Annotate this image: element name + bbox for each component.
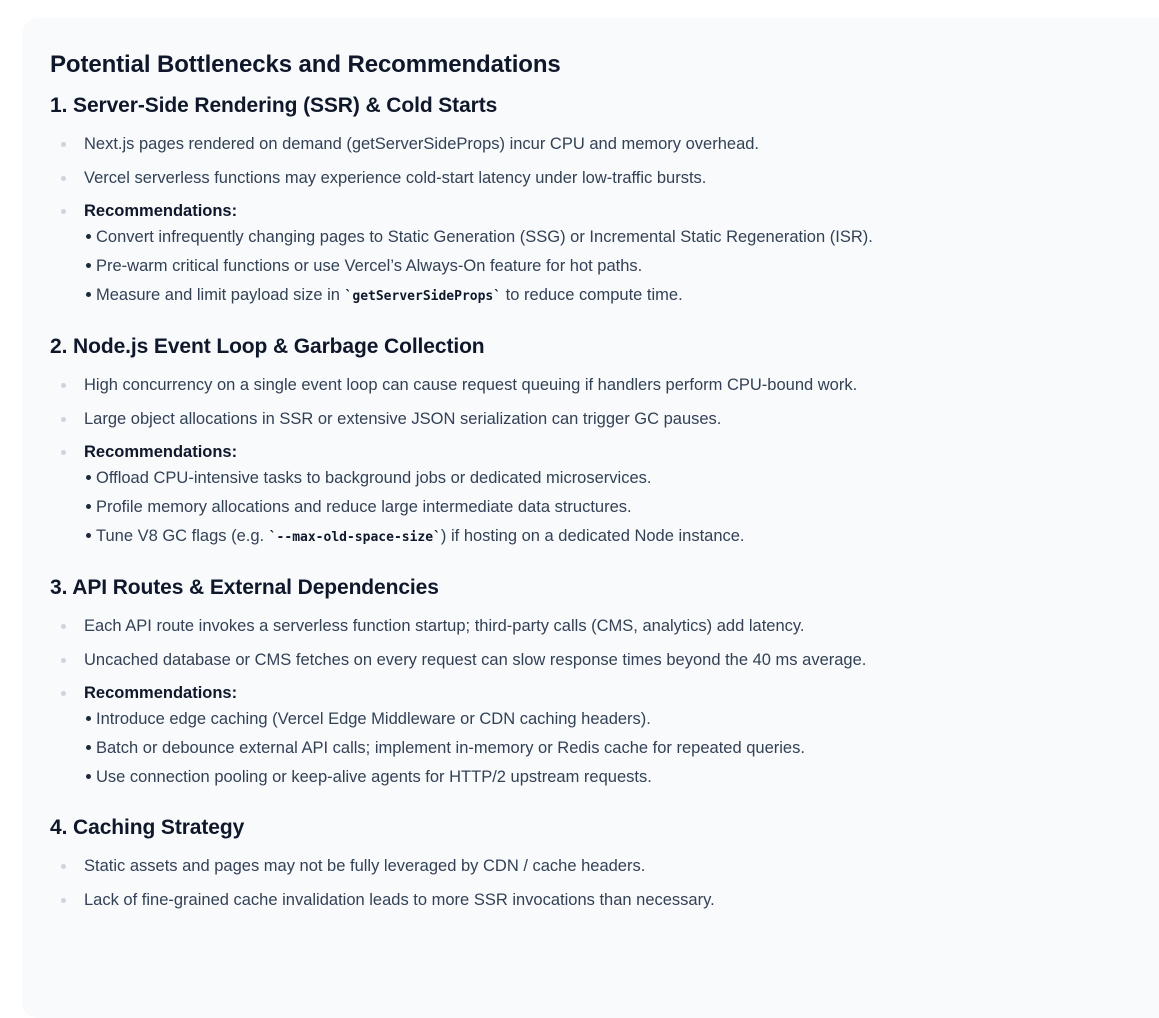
- recommendation-item: Convert infrequently changing pages to Static Generation (SSG) or Incremental Static Regeneration (ISR).: [83, 223, 1159, 252]
- bullet-icon: [86, 745, 91, 750]
- bullet-icon: [61, 209, 66, 214]
- section-caching-strategy: [50, 813, 1159, 912]
- bullet-icon: [86, 263, 91, 268]
- section-title: 3. API Routes & External Dependencies: [50, 576, 439, 599]
- section-event-loop-gc: [50, 332, 1159, 552]
- recommendations-label: Recommendations:: [84, 202, 238, 220]
- bullet-icon: [61, 417, 66, 422]
- bullet-icon: [61, 691, 66, 696]
- list-item: Each API route invokes a serverless function startup; third-party calls (CMS, analytics) add latency.: [50, 614, 1159, 638]
- bullet-icon: [61, 658, 66, 663]
- recommendations-list: [83, 705, 1159, 792]
- list-item: Lack of fine-grained cache invalidation leads to more SSR invocations than necessary.: [50, 888, 1159, 912]
- recommendation-item: Pre-warm critical functions or use Vercel’s Always-On feature for hot paths.: [83, 252, 1159, 281]
- bullet-icon: [86, 234, 91, 239]
- section-title: 4. Caching Strategy: [50, 816, 245, 839]
- recommendation-item: Introduce edge caching (Vercel Edge Middleware or CDN caching headers).: [83, 705, 1159, 734]
- bullet-icon: [86, 533, 91, 538]
- recommendations-label: Recommendations:: [84, 443, 238, 461]
- recommendation-item: Profile memory allocations and reduce large intermediate data structures.: [83, 493, 1159, 522]
- inline-code: `getServerSideProps`: [344, 289, 502, 304]
- recommendation-item: Measure and limit payload size in `getServerSideProps` to reduce compute time.: [83, 281, 1159, 311]
- recommendations-label: Recommendations:: [84, 684, 238, 702]
- recommendations-item: [50, 681, 1159, 792]
- recommendation-item: Use connection pooling or keep-alive agents for HTTP/2 upstream requests.: [83, 763, 1159, 792]
- bullet-icon: [86, 292, 91, 297]
- bullet-icon: [61, 142, 66, 147]
- document-title: Potential Bottlenecks and Recommendations: [50, 51, 561, 78]
- list-item: Static assets and pages may not be fully leveraged by CDN / cache headers.: [50, 854, 1159, 878]
- inline-code: `--max-old-space-size`: [268, 530, 441, 545]
- bullet-icon: [86, 716, 91, 721]
- recommendation-item: Batch or debounce external API calls; implement in-memory or Redis cache for repeated queries.: [83, 734, 1159, 763]
- bullet-icon: [61, 864, 66, 869]
- bullet-list: [50, 373, 1159, 552]
- bullet-list: [50, 614, 1159, 792]
- bullet-icon: [86, 475, 91, 480]
- recommendations-list: [83, 223, 1159, 311]
- bullet-icon: [61, 898, 66, 903]
- list-item: Large object allocations in SSR or extensive JSON serialization can trigger GC pauses.: [50, 407, 1159, 431]
- list-item: Vercel serverless functions may experience cold-start latency under low-traffic bursts.: [50, 166, 1159, 190]
- bullet-list: [50, 854, 1159, 912]
- section-ssr-cold-starts: [50, 91, 1159, 311]
- bullet-icon: [61, 383, 66, 388]
- section-title: 1. Server-Side Rendering (SSR) & Cold Starts: [50, 94, 498, 117]
- bullet-icon: [61, 450, 66, 455]
- section-api-routes: [50, 573, 1159, 792]
- section-title: 2. Node.js Event Loop & Garbage Collection: [50, 335, 485, 358]
- recommendations-item: [50, 440, 1159, 552]
- list-item: High concurrency on a single event loop can cause request queuing if handlers perform CPU-bound work.: [50, 373, 1159, 397]
- recommendations-list: [83, 464, 1159, 552]
- bullet-icon: [61, 624, 66, 629]
- bullet-list: [50, 132, 1159, 311]
- bullet-icon: [61, 176, 66, 181]
- list-item: Next.js pages rendered on demand (getServerSideProps) incur CPU and memory overhead.: [50, 132, 1159, 156]
- list-item: Uncached database or CMS fetches on every request can slow response times beyond the 40 ms average.: [50, 648, 1159, 672]
- recommendation-item: Offload CPU-intensive tasks to background jobs or dedicated microservices.: [83, 464, 1159, 493]
- bullet-icon: [86, 504, 91, 509]
- document-card: [22, 18, 1159, 1018]
- bullet-icon: [86, 774, 91, 779]
- recommendations-item: [50, 199, 1159, 311]
- recommendation-item: Tune V8 GC flags (e.g. `--max-old-space-size`) if hosting on a dedicated Node instance.: [83, 522, 1159, 552]
